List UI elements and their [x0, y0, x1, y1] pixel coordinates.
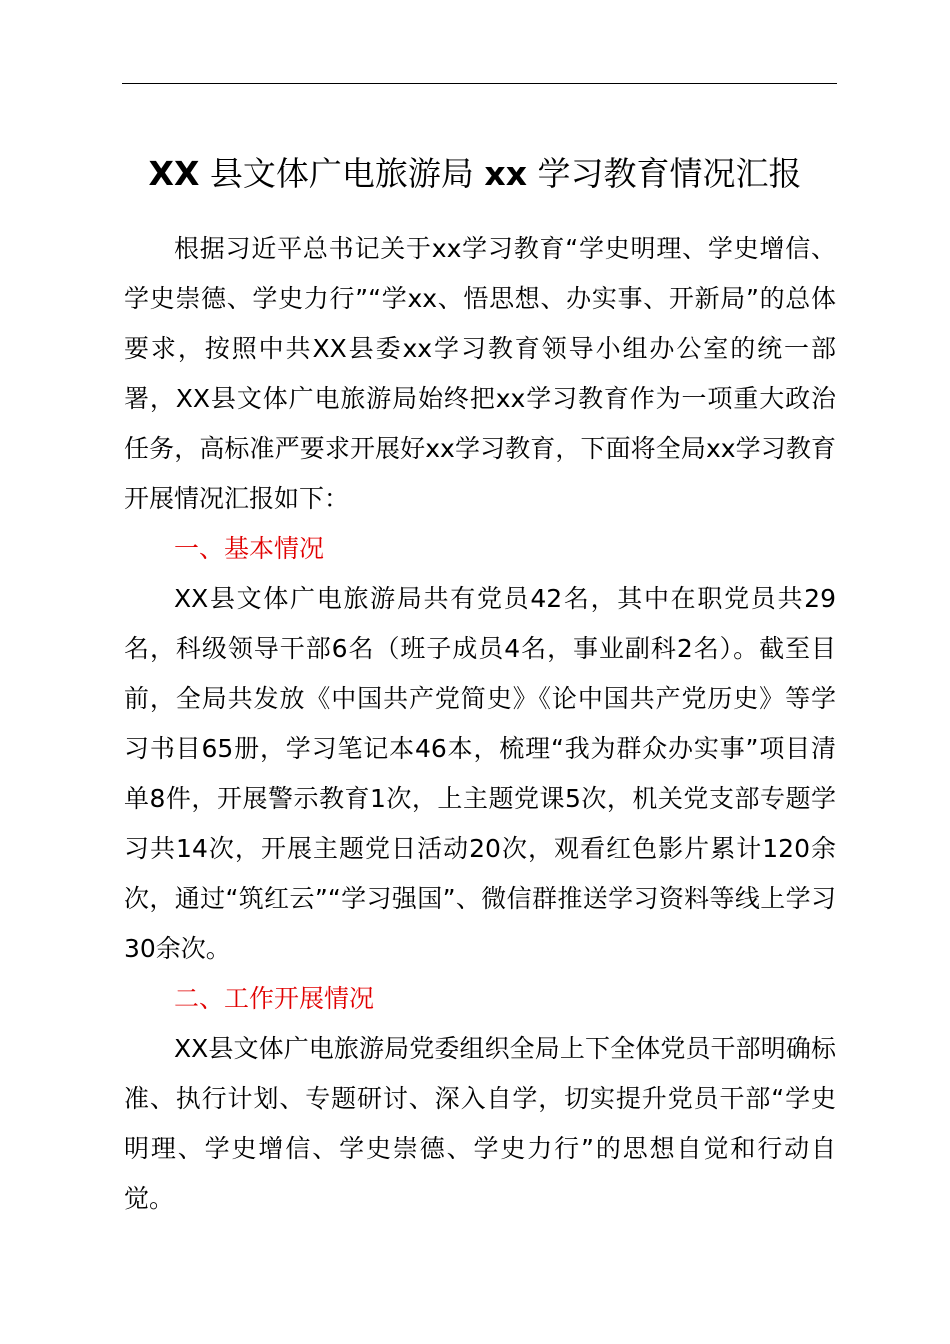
document-body [124, 224, 836, 1224]
section-1-heading: 一、基本情况 [174, 534, 325, 563]
header-rule [122, 83, 837, 84]
section-1-paragraph: XX县文体广电旅游局共有党员42名，其中在职党员共29名，科级领导干部6名（班子成员4名，事业副科2名）。截至目前，全局共发放《中国共产党简史》《论中国共产党历史》等学习书目65册，学习笔记本46本，梳理“我为群众办实事”项目清单8件，开展警示教育1次，上主题党课5次，机关党支部专题学习共14次，开展主题党日活动20次，观看红色影片累计120余次，通过“筑红云”“学习强国”、微信群推送学习资料等线上学习30余次。 [124, 584, 836, 963]
title-part-2: 县文体广电旅游局 [209, 154, 474, 193]
section-2-heading: 二、工作开展情况 [174, 984, 375, 1013]
intro-paragraph: 根据习近平总书记关于xx学习教育“学史明理、学史增信、学史崇德、学史力行”“学xx、悟思想、办实事、开新局”的总体要求，按照中共XX县委xx学习教育领导小组办公室的统一部署，XX县文体广电旅游局始终把xx学习教育作为一项重大政治任务，高标准严要求开展好xx学习教育，下面将全局xx学习教育开展情况汇报如下： [124, 234, 836, 513]
title-part-1: XX [148, 154, 200, 193]
title-part-3: xx [484, 154, 527, 193]
title-part-4: 学习教育情况汇报 [537, 154, 802, 193]
document-title [100, 148, 850, 200]
section-2-paragraph: XX县文体广电旅游局党委组织全局上下全体党员干部明确标准、执行计划、专题研讨、深入自学，切实提升党员干部“学史明理、学史增信、学史崇德、学史力行”的思想自觉和行动自觉。 [124, 1034, 836, 1213]
